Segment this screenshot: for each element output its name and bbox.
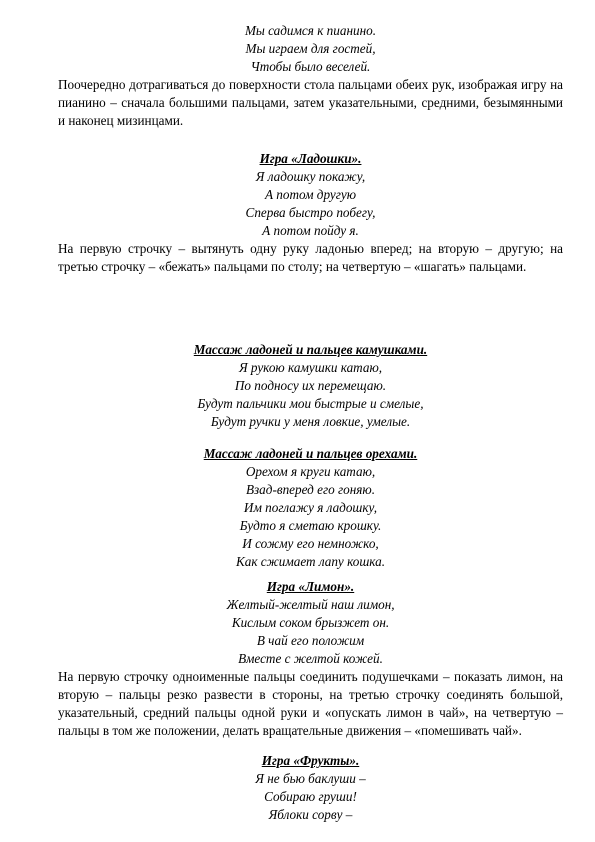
verse-line: Мы играем для гостей, — [245, 41, 376, 56]
fruits-game-section — [58, 752, 563, 824]
palms-game-section — [58, 150, 563, 276]
section-heading: Игра «Лимон». — [266, 579, 355, 594]
section-heading: Массаж ладоней и пальцев орехами. — [203, 446, 418, 461]
verse-line: Будут ручки у меня ловкие, умелые. — [210, 414, 411, 429]
verse-line: Желтый-желтый наш лимон, — [226, 597, 395, 612]
verse-line: Кислым соком брызжет он. — [231, 615, 390, 630]
verse-line: Я не бью баклуши – — [255, 771, 366, 786]
verse-line: Вместе с желтой кожей. — [238, 651, 383, 666]
verse-line: Я ладошку покажу, — [255, 169, 366, 184]
section-heading: Игра «Ладошки». — [259, 151, 362, 166]
verse-line: Им поглажу я ладошку, — [243, 500, 378, 515]
verse-line: В чай его положим — [256, 633, 365, 648]
instruction-paragraph: На первую строчку одноименные пальцы соединить подушечками – показать лимон, на вторую – пальцы резко развести в стороны, на третью строчку соединять большой, указательный, средний пальцы одной руки и «опускать лимон в чай», на четвертую – пальцы в том же положении, делать вращательные движения – «помешивать чай». — [58, 669, 563, 738]
instruction-paragraph: На первую строчку – вытянуть одну руку ладонью вперед; на вторую – другую; на третью строчку – «бежать» пальцами по столу; на четвертую – «шагать» пальцами. — [58, 241, 563, 274]
verse-line: Будто я сметаю крошку. — [239, 518, 382, 533]
nuts-massage-section — [58, 445, 563, 571]
lemon-game-section — [58, 578, 563, 740]
section-heading: Игра «Фрукты». — [261, 753, 360, 768]
verse-line: А потом другую — [264, 187, 357, 202]
verse-line: Как сжимает лапу кошка. — [235, 554, 386, 569]
verse-line: Собираю груши! — [264, 789, 357, 804]
verse-line: Орехом я круги катаю, — [245, 464, 376, 479]
verse-line: Будут пальчики мои быстрые и смелые, — [197, 396, 424, 411]
section-heading: Массаж ладоней и пальцев камушками. — [193, 342, 428, 357]
verse-line: Яблоки сорву – — [268, 807, 353, 822]
verse-line: И сожму его немножко, — [242, 536, 379, 551]
verse-line: Взад-вперед его гоняю. — [245, 482, 375, 497]
verse-line: Сперва быстро побегу, — [245, 205, 376, 220]
verse-line: По подносу их перемещаю. — [234, 378, 387, 393]
verse-line: Я рукою камушки катаю, — [238, 360, 383, 375]
piano-game-section — [58, 22, 563, 130]
verse-line: А потом пойду я. — [262, 223, 359, 238]
verse-line: Чтобы было веселей. — [250, 59, 371, 74]
verse-line: Мы садимся к пианино. — [244, 23, 377, 38]
pebbles-massage-section — [58, 341, 563, 431]
instruction-paragraph: Поочередно дотрагиваться до поверхности стола пальцами обеих рук, изображая игру на пианино – сначала большими пальцами, затем указательными, средними, безымянными и наконец мизинцами. — [58, 77, 563, 128]
